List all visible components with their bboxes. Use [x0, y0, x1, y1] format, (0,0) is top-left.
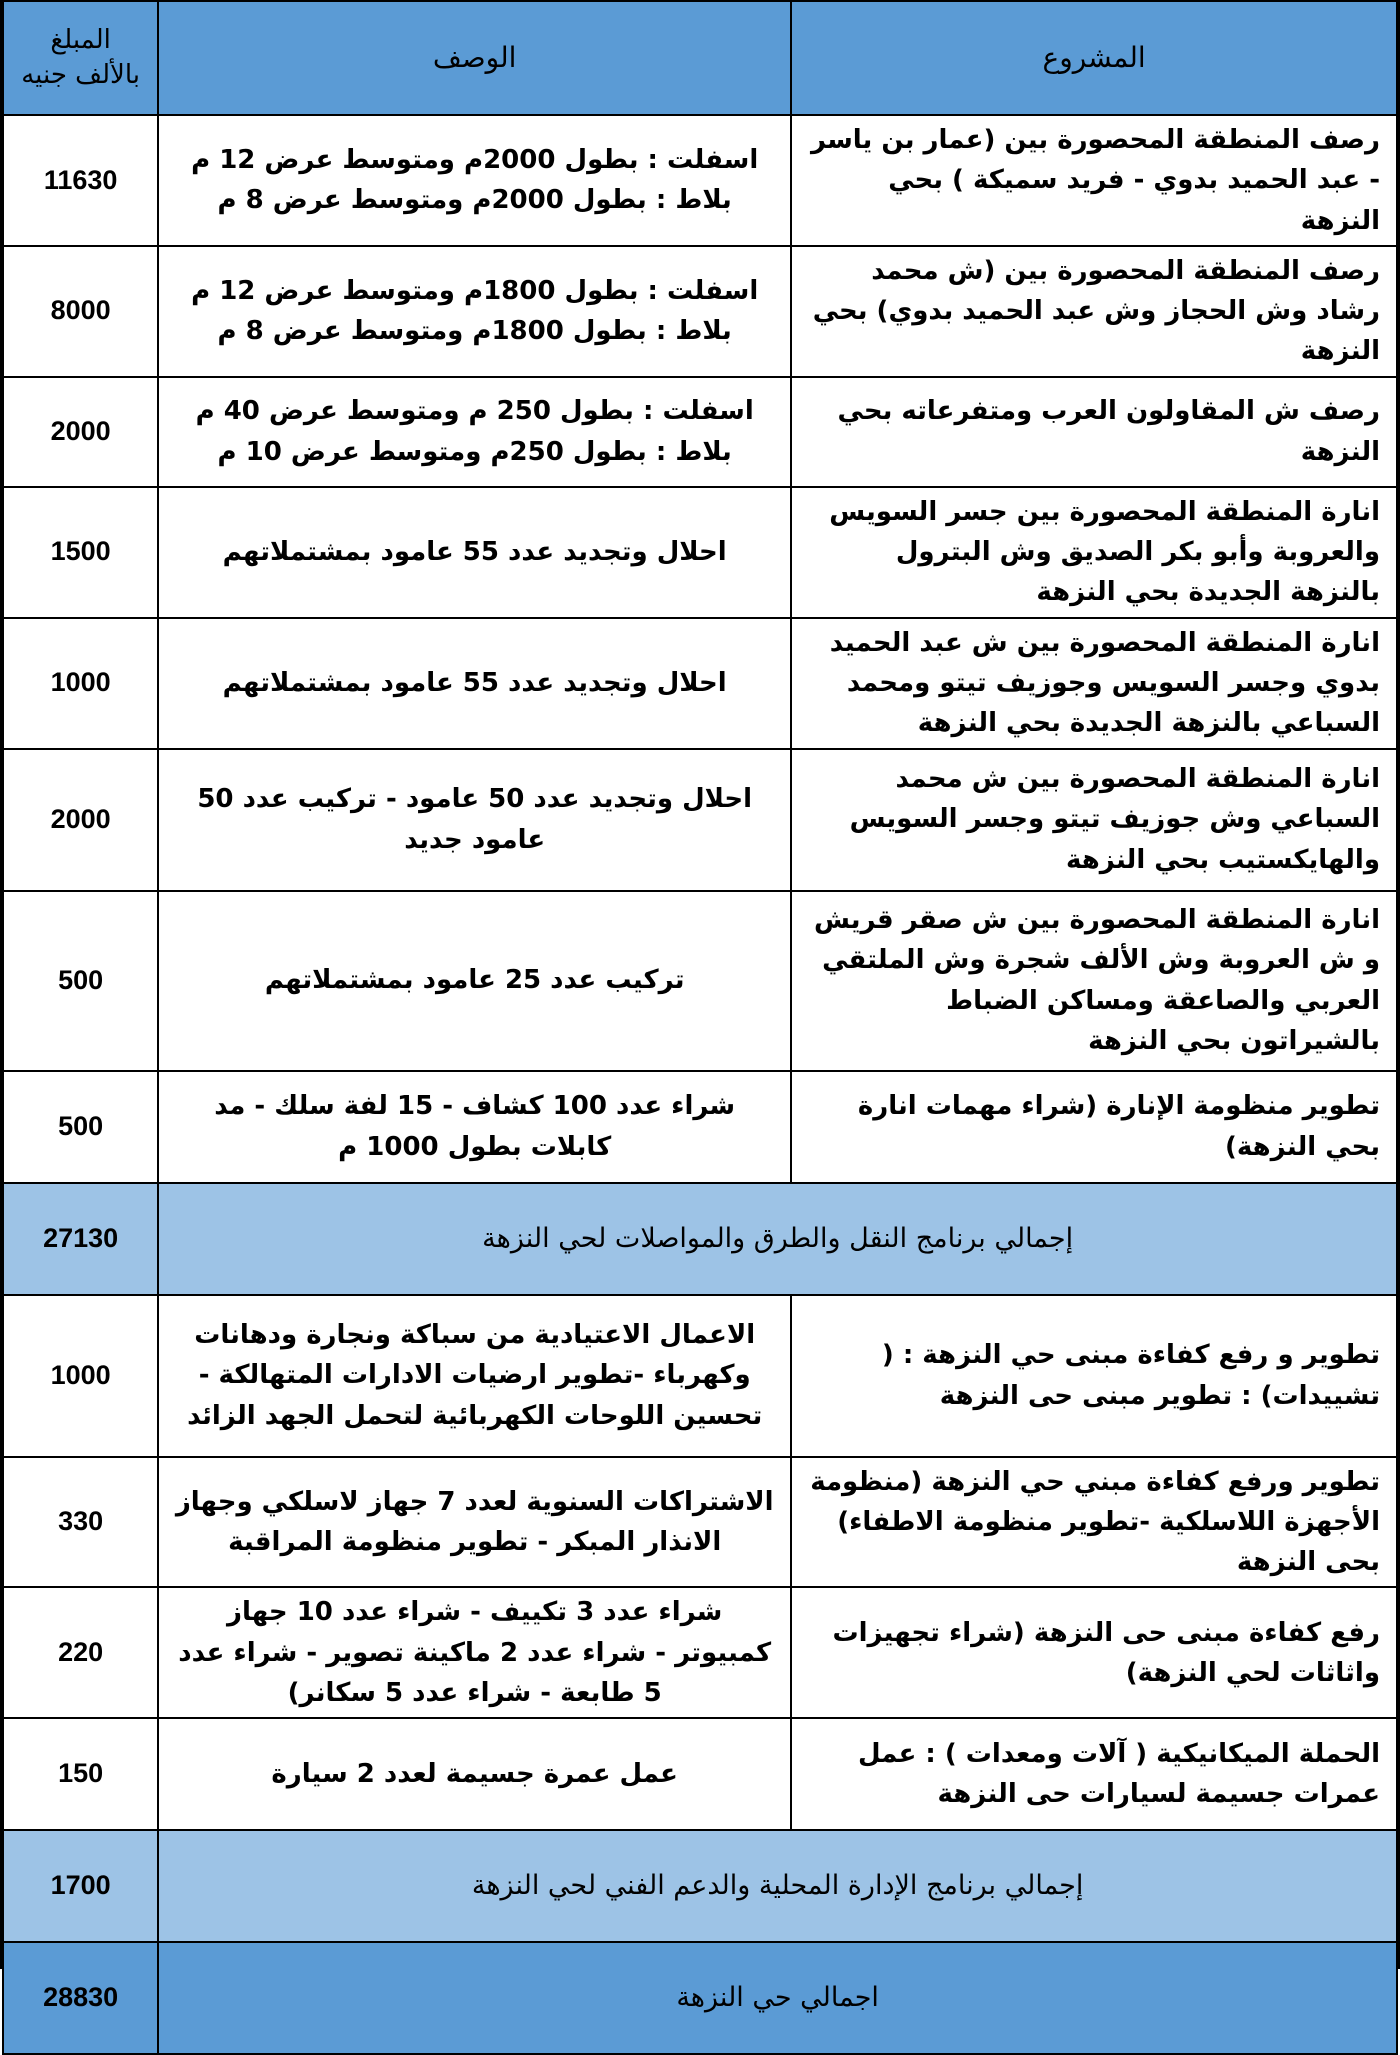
budget-table — [2, 0, 1398, 2055]
table-row — [4, 488, 1396, 617]
table-row — [4, 116, 1396, 245]
project-cell: رفع كفاءة مبنى حى النزهة (شراء تجهيزات واثاثات لحي النزهة) — [792, 1588, 1396, 1717]
subtotal-amount: 27130 — [4, 1184, 157, 1294]
table-row — [4, 1458, 1396, 1587]
amount-cell: 220 — [4, 1588, 157, 1717]
amount-cell: 500 — [4, 1072, 157, 1182]
subtotal-row-administration — [4, 1831, 1396, 1941]
header-description: الوصف — [159, 2, 790, 114]
amount-cell: 8000 — [4, 247, 157, 376]
project-cell: تطوير و رفع كفاءة مبنى حي النزهة : ( تشييدات) : تطوير مبنى حى النزهة — [792, 1296, 1396, 1456]
description-cell: الاعمال الاعتيادية من سباكة ونجارة ودهانات وكهرباء -تطوير ارضيات الادارات المتهالكة - تحسين اللوحات الكهربائية لتحمل الجهد الزائد — [159, 1296, 790, 1456]
description-line: بلاط : بطول 250م ومتوسط عرض 10 م — [217, 436, 732, 467]
amount-cell: 1500 — [4, 488, 157, 617]
description-line: اسفلت : بطول 1800م ومتوسط عرض 12 م — [191, 276, 759, 307]
table-row — [4, 1072, 1396, 1182]
project-cell: انارة المنطقة المحصورة بين ش عبد الحميد بدوي وجسر السويس وجوزيف تيتو ومحمد السباعي بالنزهة الجديدة بحي النزهة — [792, 619, 1396, 748]
description-line: بلاط : بطول 1800م ومتوسط عرض 8 م — [217, 316, 732, 347]
subtotal-label: إجمالي برنامج النقل والطرق والمواصلات لحي النزهة — [159, 1184, 1396, 1294]
description-cell: احلال وتجديد عدد 55 عامود بمشتملاتهم — [159, 619, 790, 748]
grand-total-amount: 28830 — [4, 1943, 157, 2053]
description-cell: تركيب عدد 25 عامود بمشتملاتهم — [159, 892, 790, 1070]
project-cell: انارة المنطقة المحصورة بين جسر السويس والعروبة وأبو بكر الصديق وش البترول بالنزهة الجديدة بحي النزهة — [792, 488, 1396, 617]
grand-total-row — [4, 1943, 1396, 2053]
project-cell: تطوير ورفع كفاءة مبني حي النزهة (منظومة الأجهزة اللاسلكية -تطوير منظومة الاطفاء) بحى النزهة — [792, 1458, 1396, 1587]
table-row — [4, 1719, 1396, 1829]
description-cell: الاشتراكات السنوية لعدد 7 جهاز لاسلكي وجهاز الانذار المبكر - تطوير منظومة المراقبة — [159, 1458, 790, 1587]
amount-cell: 1000 — [4, 619, 157, 748]
description-line: اسفلت : بطول 250 م ومتوسط عرض 40 م — [195, 396, 754, 427]
grand-total-label: اجمالي حي النزهة — [159, 1943, 1396, 2053]
header-project: المشروع — [792, 2, 1396, 114]
project-cell: رصف المنطقة المحصورة بين (عمار بن ياسر - عبد الحميد بدوي - فريد سميكة ) بحي النزهة — [792, 116, 1396, 245]
table-row — [4, 619, 1396, 748]
table-row — [4, 892, 1396, 1070]
amount-cell: 1000 — [4, 1296, 157, 1456]
description-cell: شراء عدد 100 كشاف - 15 لفة سلك - مد كابلات بطول 1000 م — [159, 1072, 790, 1182]
amount-cell: 11630 — [4, 116, 157, 245]
subtotal-amount: 1700 — [4, 1831, 157, 1941]
description-cell: احلال وتجديد عدد 50 عامود - تركيب عدد 50 عامود جديد — [159, 750, 790, 890]
description-cell: عمل عمرة جسيمة لعدد 2 سيارة — [159, 1719, 790, 1829]
table-row — [4, 247, 1396, 376]
table-row — [4, 378, 1396, 486]
table-header-row — [4, 2, 1396, 114]
amount-cell: 330 — [4, 1458, 157, 1587]
subtotal-label: إجمالي برنامج الإدارة المحلية والدعم الفني لحي النزهة — [159, 1831, 1396, 1941]
table-row — [4, 1296, 1396, 1456]
table-row — [4, 750, 1396, 890]
description-line: اسفلت : بطول 2000م ومتوسط عرض 12 م — [191, 145, 759, 176]
description-cell — [159, 247, 790, 376]
amount-cell: 500 — [4, 892, 157, 1070]
table-row — [4, 1588, 1396, 1717]
project-cell: انارة المنطقة المحصورة بين ش صقر قريش و ش العروبة وش الألف شجرة وش الملتقي العربي والصاعقة ومساكن الضباط بالشيراتون بحي النزهة — [792, 892, 1396, 1070]
project-cell: تطوير منظومة الإنارة (شراء مهمات انارة بحي النزهة) — [792, 1072, 1396, 1182]
project-cell: الحملة الميكانيكية ( آلات ومعدات ) : عمل عمرات جسيمة لسيارات حى النزهة — [792, 1719, 1396, 1829]
amount-cell: 150 — [4, 1719, 157, 1829]
subtotal-row-transport — [4, 1184, 1396, 1294]
description-cell — [159, 378, 790, 486]
project-cell: رصف ش المقاولون العرب ومتفرعاته بحي النزهة — [792, 378, 1396, 486]
description-cell: شراء عدد 3 تكييف - شراء عدد 10 جهاز كمبيوتر - شراء عدد 2 ماكينة تصوير - شراء عدد 5 طابعة - شراء عدد 5 سكانر) — [159, 1588, 790, 1717]
project-cell: انارة المنطقة المحصورة بين ش محمد السباعي وش جوزيف تيتو وجسر السويس والهايكستيب بحي النزهة — [792, 750, 1396, 890]
amount-cell: 2000 — [4, 378, 157, 486]
amount-cell: 2000 — [4, 750, 157, 890]
project-cell: رصف المنطقة المحصورة بين (ش محمد رشاد وش الحجاز وش عبد الحميد بدوي) بحي النزهة — [792, 247, 1396, 376]
description-cell — [159, 116, 790, 245]
description-line: بلاط : بطول 2000م ومتوسط عرض 8 م — [217, 185, 732, 216]
description-cell: احلال وتجديد عدد 55 عامود بمشتملاتهم — [159, 488, 790, 617]
header-amount: المبلغ بالألف جنيه — [4, 2, 157, 114]
